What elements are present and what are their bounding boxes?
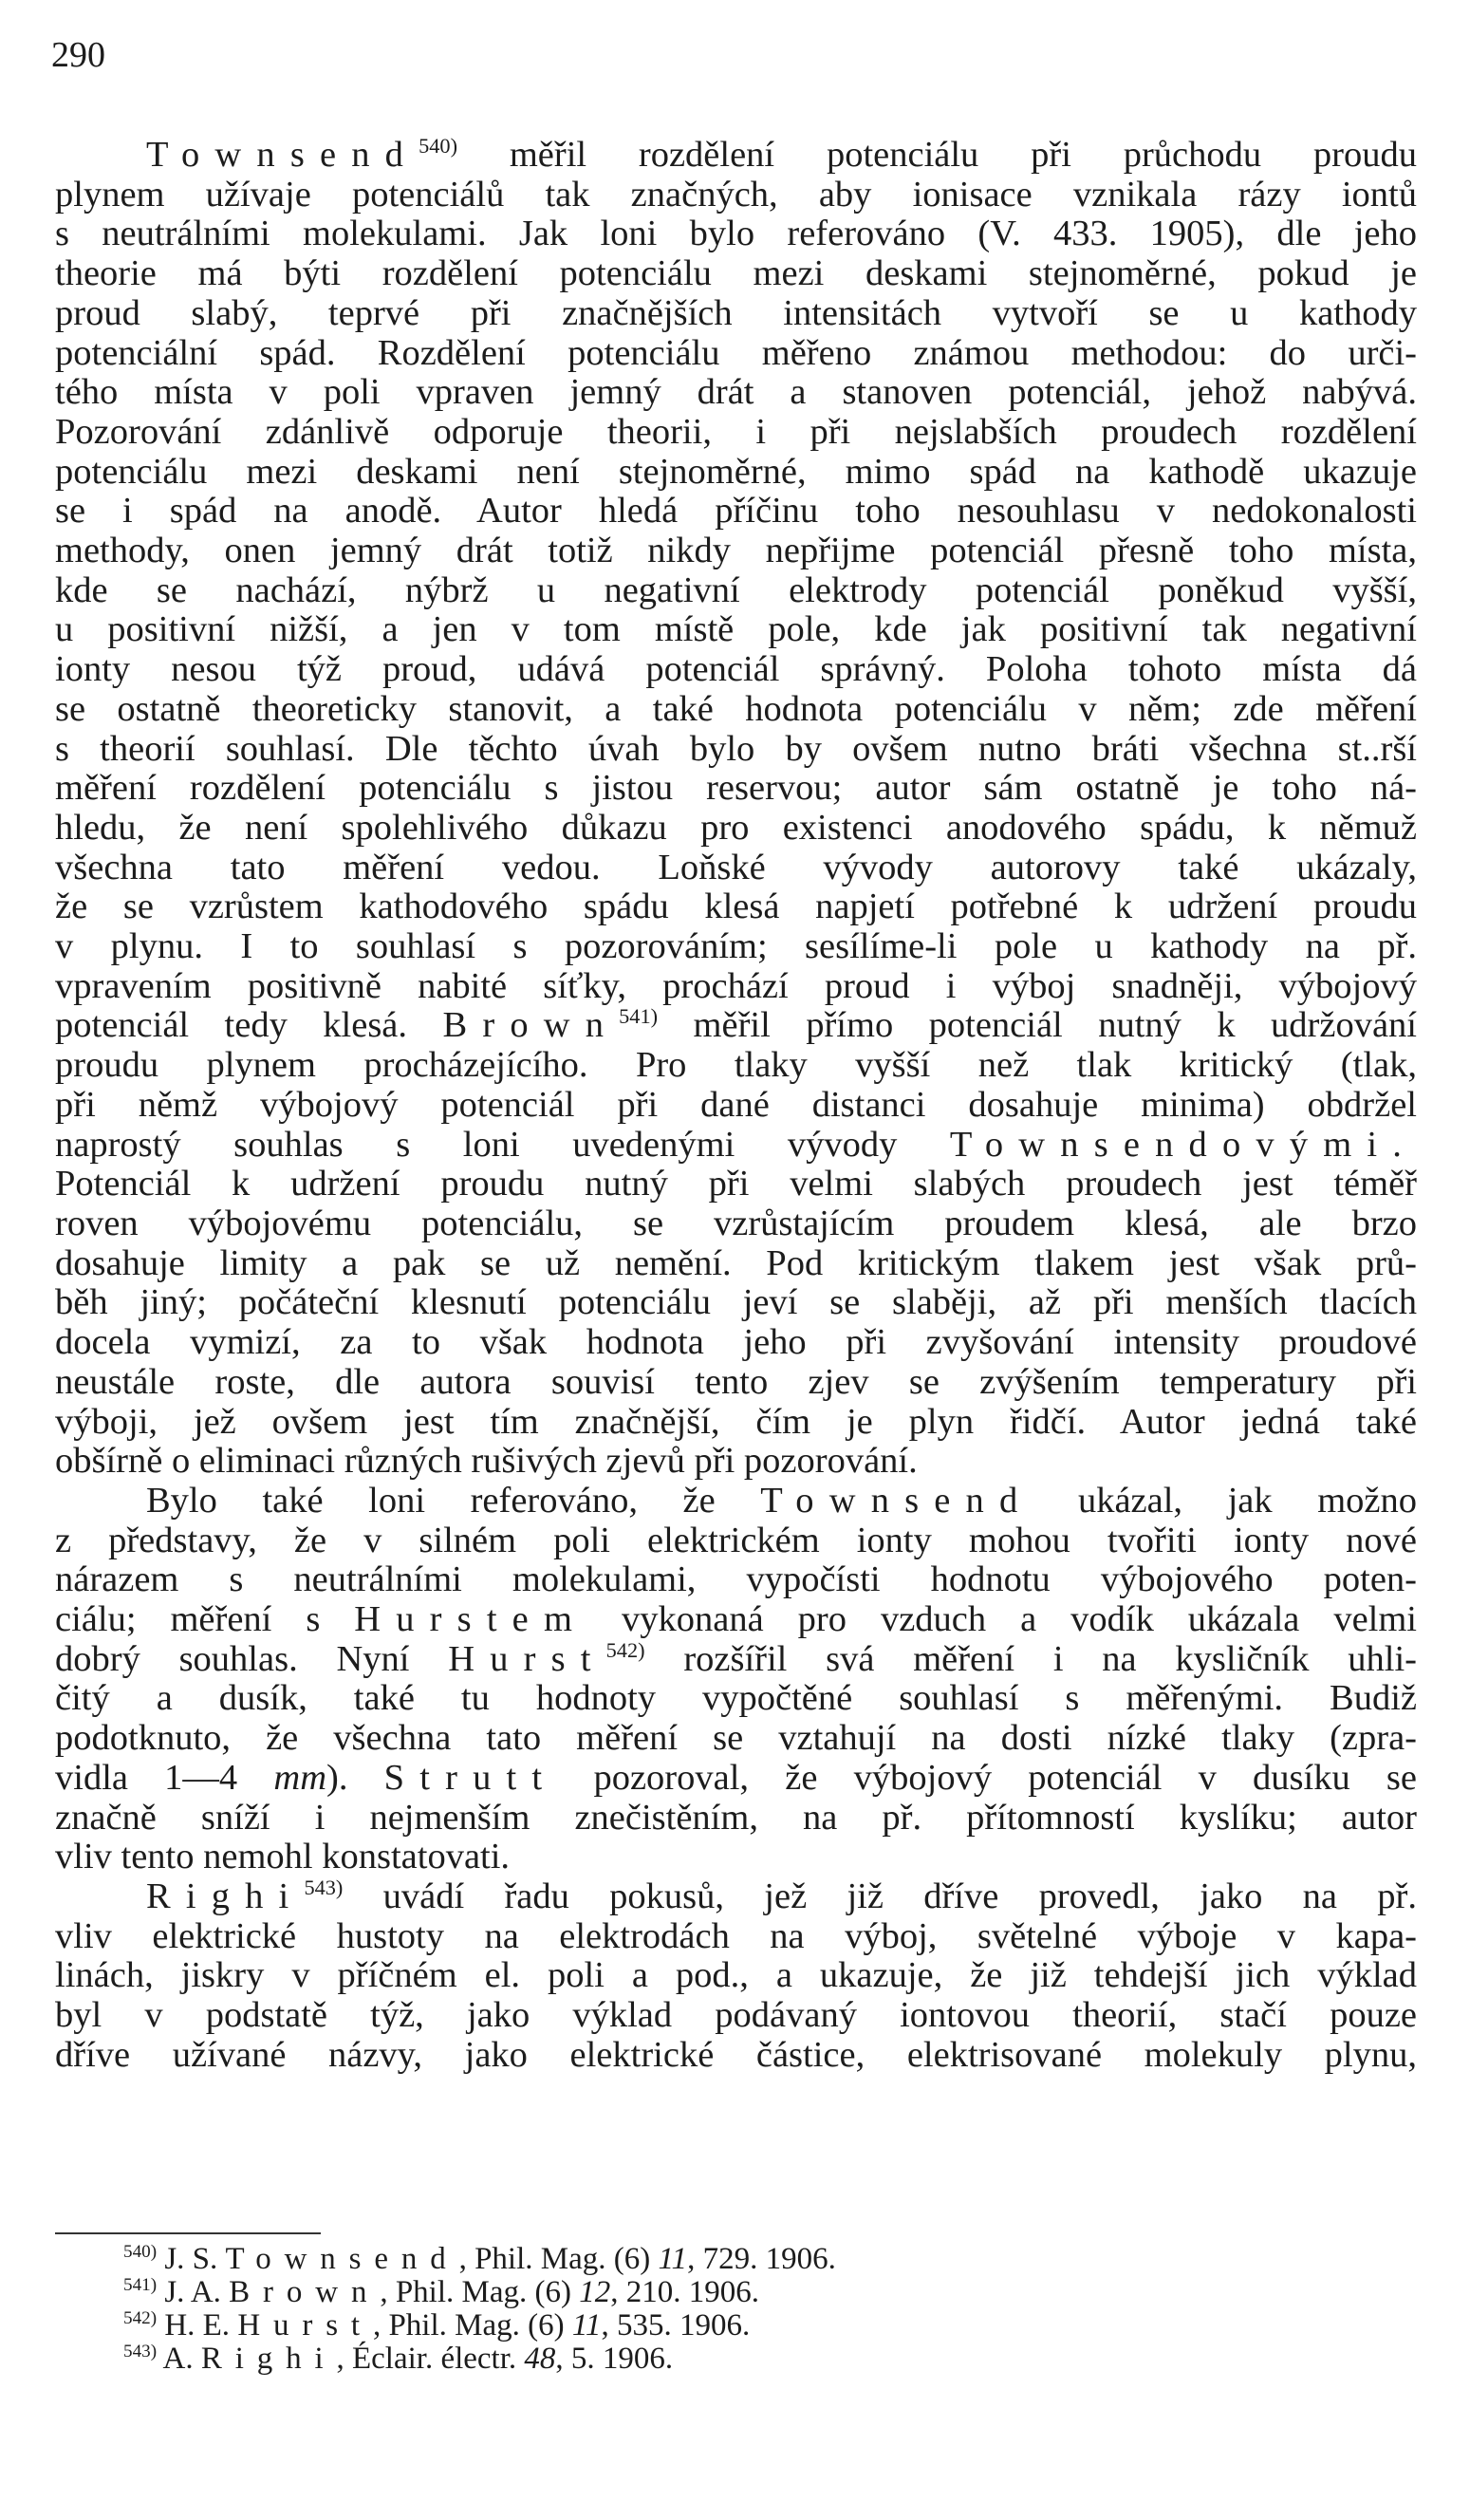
italic-text: 12 [579, 2275, 611, 2309]
text-line [55, 1046, 1417, 1086]
text-run: , 729. 1906. [687, 2242, 836, 2276]
text-run: , 535. 1906. [601, 2308, 751, 2343]
text-line [55, 1323, 1417, 1363]
spaced-name: Hurst [237, 2308, 373, 2343]
text-run: , Éclair. électr. [336, 2342, 525, 2376]
text-run: pozoroval, že výbojový potenciál v dusíku se [557, 1757, 1418, 1798]
text-run: dosahuje limity a pak se už nemění. Pod kritickým tlakem jest však prů- [55, 1242, 1417, 1283]
text-run: proudu plynem procházejícího. Pro tlaky vyšší než tlak kritický (tlak, [55, 1045, 1417, 1086]
text-run: ionty nesou týž proud, udává potenciál správný. Poloha tohoto místa dá [55, 649, 1417, 690]
text-run: ). [326, 1757, 384, 1798]
text-line [55, 1442, 1417, 1482]
text-line [55, 1719, 1417, 1759]
text-line [55, 1877, 1417, 1917]
footnote [123, 2243, 1167, 2276]
italic-text: 48 [524, 2342, 556, 2376]
text-run: s theorií souhlasí. Dle těchto úvah bylo by ovšem nutno bráti všechna st..rší [55, 728, 1417, 769]
text-line [55, 571, 1417, 611]
text-run: ukázal, jak možno [1033, 1480, 1418, 1521]
text-run: běh jiný; počáteční klesnutí potenciálu jeví se slaběji, až při menších tlacích [55, 1282, 1417, 1323]
text-line [55, 453, 1417, 493]
text-line [55, 887, 1417, 927]
footnote-marker: 540) [419, 134, 458, 159]
footnote-marker: 543) [304, 1876, 344, 1900]
text-run: nárazem s neutrálními molekulami, vypočísti hodnotu výbojového poten- [55, 1559, 1417, 1600]
text-run: Pozorování zdánlivě odporuje theorii, i při nejslabších proudech rozdělení [55, 411, 1417, 452]
text-run: linách, jiskry v příčném el. poli a pod., a ukazuje, že již tehdejší jich výklad [55, 1955, 1417, 1996]
page-number: 290 [51, 35, 105, 75]
spaced-name: Hurstem [354, 1599, 588, 1640]
text-run: Bylo také loni referováno, že [146, 1480, 761, 1521]
text-run: měřil rozdělení potenciálu při průchodu proudu [457, 135, 1417, 175]
text-line [55, 769, 1417, 809]
spaced-name: Strutt [383, 1757, 558, 1798]
text-run: , Phil. Mag. (6) [380, 2275, 580, 2309]
text-line [55, 532, 1417, 571]
text-run: vliv elektrické hustoty na elektrodách na výboj, světelné výboje v kapa- [55, 1915, 1417, 1956]
text-run: J. A. [157, 2275, 230, 2309]
text-line [55, 1283, 1417, 1323]
text-run: vpravením positivně nabité síťky, prochází proud i výboj snadněji, výbojový [55, 965, 1417, 1006]
text-line [55, 650, 1417, 690]
text-line [55, 1204, 1417, 1244]
text-line [55, 1403, 1417, 1443]
text-run: všechna tato měření vedou. Loňské vývody autorovy také ukázaly, [55, 847, 1417, 887]
text-run: dobrý souhlas. Nyní [55, 1638, 449, 1679]
text-run: roven výbojovému potenciálu, se vzrůstajícím proudem klesá, ale brzo [55, 1203, 1417, 1243]
text-line [55, 1521, 1417, 1561]
text-line [55, 1482, 1417, 1521]
text-run: při němž výbojový potenciál při dané distanci dosahuje minima) obdržel [55, 1084, 1417, 1125]
text-run: neustále roste, dle autora souvisí tento zjev se zvýšením temperatury při [55, 1361, 1417, 1402]
text-line [55, 690, 1417, 730]
text-run: měření rozdělení potenciálu s jistou reservou; autor sám ostatně je toho ná- [55, 768, 1417, 809]
text-line [55, 215, 1417, 254]
text-run: z představy, že v silném poli elektrickém ionty mohou tvořiti ionty nové [55, 1520, 1417, 1560]
text-run: podotknuto, že všechna tato měření se vztahují na dosti nízké tlaky (zpra- [55, 1718, 1417, 1759]
text-line [55, 1917, 1417, 1957]
text-line [55, 849, 1417, 888]
text-line [55, 413, 1417, 453]
text-run: s neutrálními molekulami. Jak loni bylo referováno (V. 433. 1905), dle jeho [55, 214, 1417, 254]
text-line [55, 730, 1417, 770]
text-run: naprostý souhlas s loni uvedenými vývody [55, 1124, 950, 1165]
italic-text: 11 [571, 2308, 602, 2343]
body-text [55, 136, 1417, 2075]
text-line [55, 927, 1417, 967]
text-line [55, 136, 1417, 176]
text-line [55, 1838, 1417, 1877]
text-line [55, 1996, 1417, 2036]
text-line [55, 1165, 1417, 1204]
text-line [55, 1363, 1417, 1403]
text-line [55, 373, 1417, 413]
footnote [123, 2276, 1167, 2309]
text-line [55, 1086, 1417, 1126]
text-line [55, 1006, 1417, 1046]
spaced-name: Townsendovými. [949, 1124, 1417, 1165]
text-run: uvádí řadu pokusů, jež již dříve provedl, jako na př. [343, 1876, 1417, 1916]
text-line [55, 334, 1417, 374]
footnote-marker: 542) [605, 1637, 645, 1662]
text-run: značně sníží i nejmenším znečistěním, na př. přítomností kyslíku; autor [55, 1797, 1417, 1838]
text-run: obšírně o eliminaci různých rušivých zjevů při pozorování. [55, 1441, 918, 1482]
text-run: rozšířil svá měření i na kysličník uhli- [644, 1638, 1418, 1679]
footnote-rule [55, 2232, 321, 2234]
text-run: se ostatně theoreticky stanovit, a také hodnota potenciálu v něm; zde měření [55, 688, 1417, 729]
footnote [123, 2309, 1167, 2343]
text-line [55, 1637, 1418, 1680]
spaced-name: Righi [200, 2342, 337, 2376]
spaced-name: Townsend [225, 2242, 459, 2276]
spaced-name: Righi [146, 1876, 305, 1916]
text-run: měřil přímo potenciál nutný k udržování [658, 1005, 1417, 1046]
text-line [55, 2036, 1417, 2076]
text-line [55, 1799, 1417, 1839]
spaced-name: Brown [229, 2275, 381, 2309]
spaced-name: Townsend [146, 135, 419, 175]
text-line [55, 610, 1417, 650]
text-line [55, 254, 1417, 294]
footnote-marker: 540) [123, 2242, 158, 2263]
text-run: J. S. [157, 2242, 226, 2276]
text-line [55, 809, 1417, 849]
italic-text: mm [273, 1757, 327, 1798]
text-line [55, 176, 1417, 215]
footnote [123, 2343, 1167, 2376]
text-run: čitý a dusík, také tu hodnoty vypočtěné souhlasí s měřenými. Budiž [55, 1678, 1417, 1719]
text-run: kde se nachází, nýbrž u negativní elektrody potenciál poněkud vyšší, [55, 569, 1417, 610]
text-run: H. E. [157, 2308, 238, 2343]
text-run: se i spád na anodě. Autor hledá příčinu toho nesouhlasu v nedokonalosti [55, 491, 1417, 532]
text-line [55, 1956, 1417, 1996]
footnote-marker: 542) [123, 2308, 158, 2329]
spaced-name: Brown [442, 1005, 620, 1046]
text-run: Potenciál k udržení proudu nutný při velmi slabých proudech jest téměř [55, 1164, 1417, 1204]
text-run: potenciálu mezi deskami není stejnoměrné, mimo spád na kathodě ukazuje [55, 451, 1417, 492]
footnotes [123, 2243, 1167, 2376]
text-line [55, 1600, 1417, 1640]
footnote-marker: 541) [123, 2275, 158, 2296]
text-run: docela vymizí, za to však hodnota jeho při zvyšování intensity proudové [55, 1322, 1417, 1363]
text-run: , Phil. Mag. (6) [458, 2242, 659, 2276]
text-run: byl v podstatě týž, jako výklad podávaný iontovou theorií, stačí pouze [55, 1995, 1417, 2036]
text-line [55, 1244, 1417, 1284]
italic-text: 11 [658, 2242, 688, 2276]
text-run: dříve užívané názvy, jako elektrické částice, elektrisované molekuly plynu, [55, 2034, 1417, 2075]
footnote-marker: 541) [619, 1004, 659, 1029]
text-run: u positivní nižší, a jen v tom místě pole, kde jak positivní tak negativní [55, 609, 1417, 650]
text-run: vykonaná pro vzduch a vodík ukázala velmi [587, 1599, 1417, 1640]
text-run: vliv tento nemohl konstatovati. [55, 1837, 511, 1877]
text-line [55, 1560, 1417, 1600]
text-line [55, 967, 1417, 1007]
text-run: výboji, jež ovšem jest tím značnější, čím je plyn řidčí. Autor jedná také [55, 1401, 1417, 1442]
text-run: potenciál tedy klesá. [55, 1005, 443, 1046]
text-run: , Phil. Mag. (6) [372, 2308, 572, 2343]
text-run: theorie má býti rozdělení potenciálu mezi deskami stejnoměrné, pokud je [55, 253, 1417, 294]
text-run: potenciální spád. Rozdělení potenciálu měřeno známou methodou: do urči- [55, 332, 1417, 373]
text-line [55, 492, 1417, 532]
spaced-name: Hurst [448, 1638, 606, 1679]
text-line [55, 1679, 1417, 1719]
text-run: plynem užívaje potenciálů tak značných, aby ionisace vznikala rázy iontů [55, 174, 1417, 215]
spaced-name: Townsend [760, 1480, 1033, 1521]
text-line [55, 1759, 1417, 1799]
text-run: , 210. 1906. [610, 2275, 759, 2309]
text-line [55, 1126, 1417, 1166]
text-run: v plynu. I to souhlasí s pozorováním; sesílíme-li pole u kathody na př. [55, 926, 1417, 967]
text-run: , 5. 1906. [555, 2342, 674, 2376]
text-run: tého místa v poli vpraven jemný drát a stanoven potenciál, jehož nabývá. [55, 372, 1417, 413]
text-run: A. [157, 2342, 201, 2376]
footnote-marker: 543) [123, 2342, 158, 2362]
text-run: vidla 1—4 [55, 1757, 274, 1798]
text-run: ciálu; měření s [55, 1599, 355, 1640]
text-line [55, 294, 1417, 334]
text-run: že se vzrůstem kathodového spádu klesá napjetí potřebné k udržení proudu [55, 887, 1417, 927]
text-run: methody, onen jemný drát totiž nikdy nepřijme potenciál přesně toho místa, [55, 531, 1417, 571]
text-run: proud slabý, teprvé při značnějších intensitách vytvoří se u kathody [55, 292, 1417, 333]
text-run: hledu, že není spolehlivého důkazu pro existenci anodového spádu, k němuž [55, 807, 1417, 848]
